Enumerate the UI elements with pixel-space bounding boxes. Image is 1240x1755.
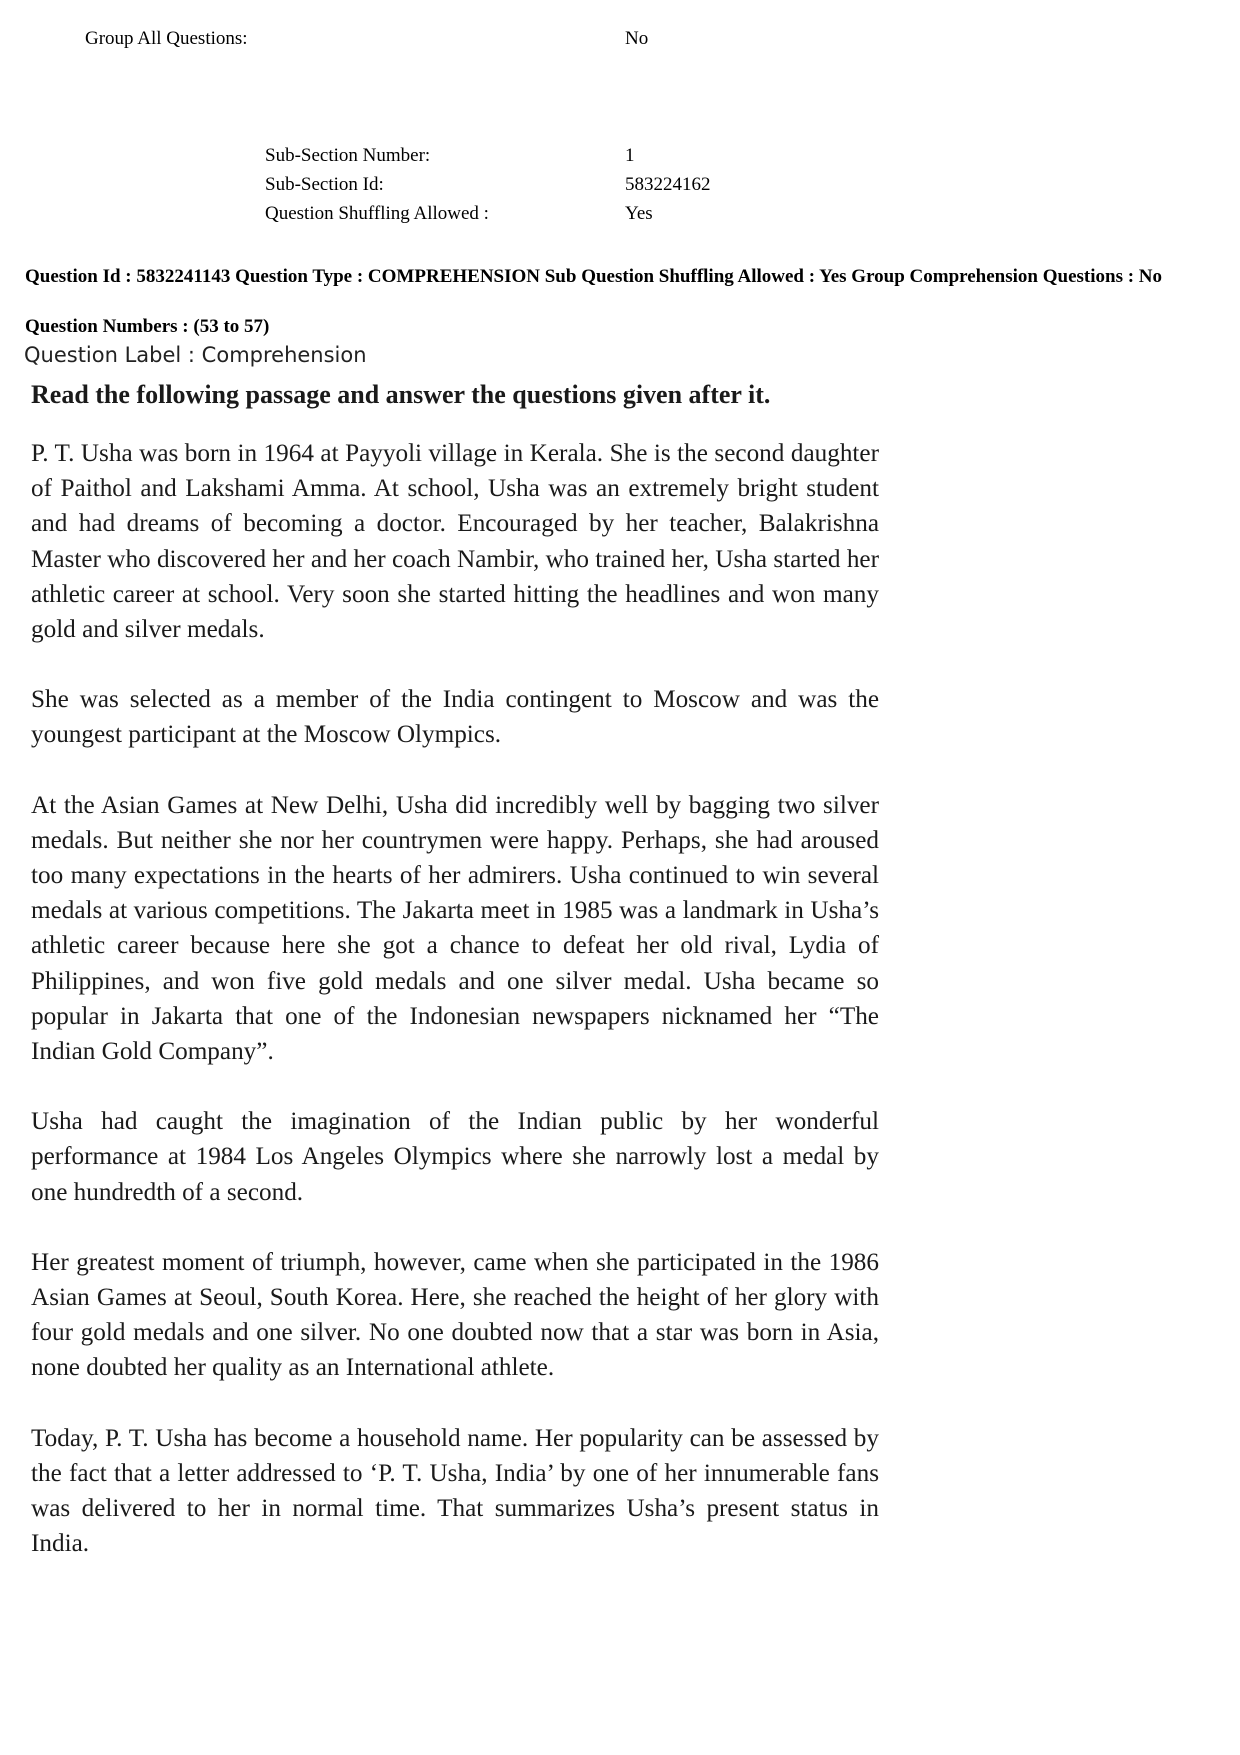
sub-section-id-label: Sub-Section Id: — [265, 174, 384, 195]
question-label: Question Label : Comprehension — [24, 343, 367, 367]
group-all-questions-value: No — [625, 28, 649, 49]
sub-section-number-label: Sub-Section Number: — [265, 145, 431, 166]
passage-paragraph: P. T. Usha was born in 1964 at Payyoli village in Kerala. She is the second daughter of Paithol and Lakshami Amma. At school, Usha was an extremely bright student and had dreams of becoming a doctor. Encouraged by her teacher, Balakrishna Master who discovered her and her coach Nambir, who trained her, Usha started her athletic career at school. Very soon she started hitting the headlines and won many gold and silver medals. — [31, 440, 879, 644]
passage-paragraph: Today, P. T. Usha has become a household name. Her popularity can be assessed by the fact that a letter addressed to ‘P. T. Usha, India’ by one of her innumerable fans was delivered to her in normal time. That summarizes Usha’s present status in India. — [31, 1424, 879, 1558]
question-shuffling-label: Question Shuffling Allowed : — [265, 203, 489, 224]
passage-paragraph: She was selected as a member of the India contingent to Moscow and was the youngest participant at the Moscow Olympics. — [31, 686, 879, 749]
question-numbers: Question Numbers : (53 to 57) — [25, 316, 270, 337]
sub-section-number-value: 1 — [625, 145, 635, 166]
group-all-questions-label: Group All Questions: — [85, 28, 248, 49]
sub-section-id-value: 583224162 — [625, 174, 711, 195]
passage-paragraph: Usha had caught the imagination of the Indian public by her wonderful performance at 1984 Los Angeles Olympics where she narrowly lost a medal by one hundredth of a second. — [31, 1108, 879, 1206]
question-shuffling-value: Yes — [625, 203, 653, 224]
comprehension-passage — [31, 378, 879, 1596]
question-info-line: Question Id : 5832241143 Question Type : COMPREHENSION Sub Question Shuffling Allowed : Yes Group Comprehension Questions : No — [25, 266, 1163, 287]
passage-instruction: Read the following passage and answer the questions given after it. — [31, 380, 771, 409]
passage-paragraph: Her greatest moment of triumph, however, came when she participated in the 1986 Asian Games at Seoul, South Korea. Here, she reached the height of her glory with four gold medals and one silver. No one doubted now that a star was born in Asia, none doubted her quality as an International athlete. — [31, 1248, 879, 1382]
passage-paragraph: At the Asian Games at New Delhi, Usha did incredibly well by bagging two silver medals. But neither she nor her countrymen were happy. Perhaps, she had aroused too many expectations in the hearts of her admirers. Usha continued to win several medals at various competitions. The Jakarta meet in 1985 was a landmark in Usha’s athletic career because here she got a chance to defeat her old rival, Lydia of Philippines, and won five gold medals and one silver medal. Usha became so popular in Jakarta that one of the Indonesian newspapers nicknamed her “The Indian Gold Company”. — [31, 791, 879, 1066]
